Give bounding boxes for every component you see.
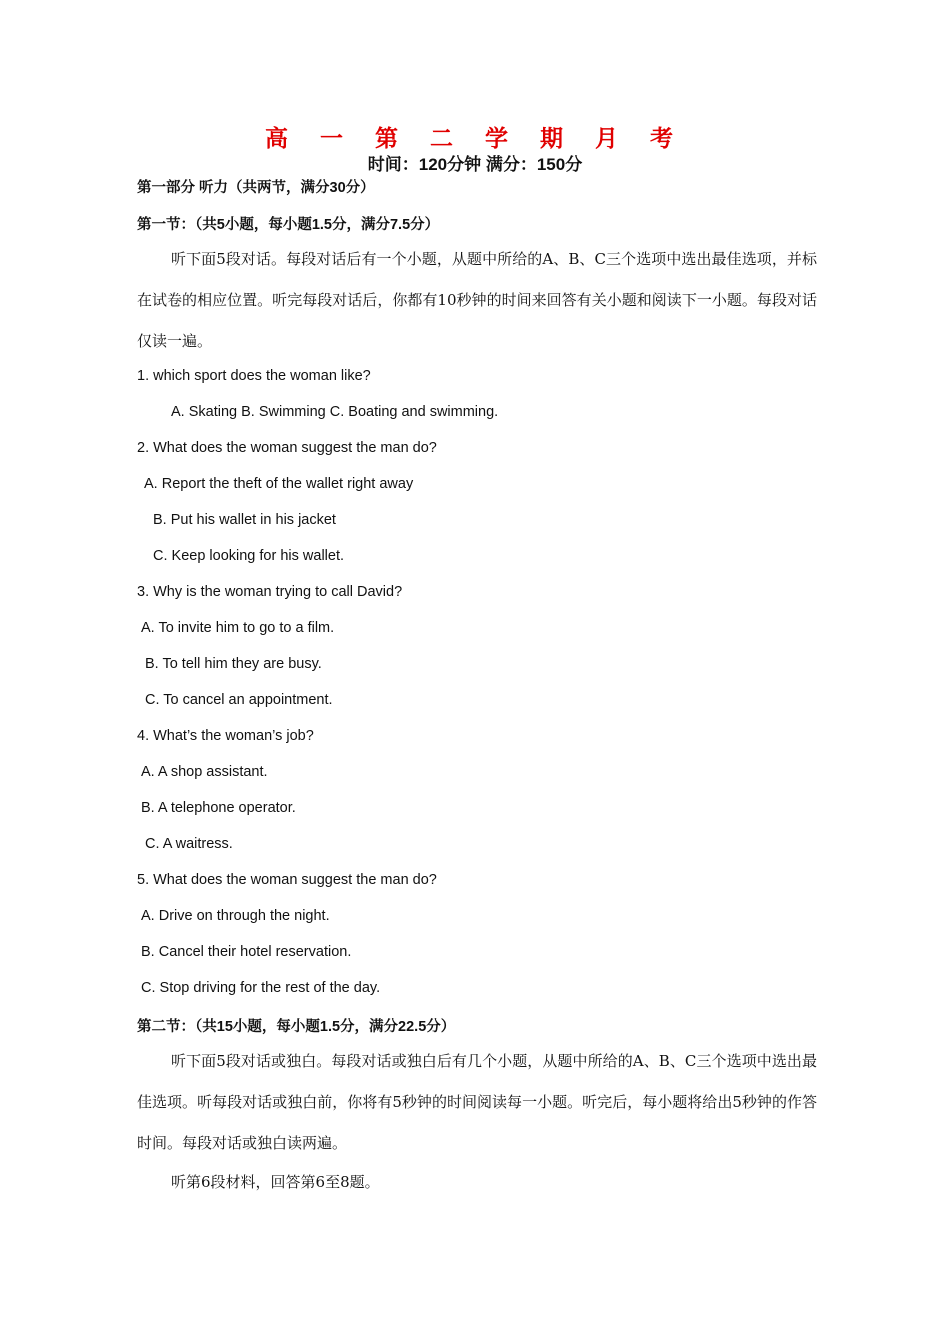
question-3-option-c: C. To cancel an appointment. bbox=[145, 692, 333, 708]
exam-time-score: 时间：120分钟 满分：150分 bbox=[367, 155, 583, 174]
question-5-option-b: B. Cancel their hotel reservation. bbox=[141, 944, 352, 960]
question-5: 5. What does the woman suggest the man do? bbox=[137, 872, 437, 888]
section2-heading: 第二节：（共15小题，每小题1.5分，满分22.5分） bbox=[137, 1019, 456, 1035]
section2-instructions: 听下面5段对话或独白。每段对话或独白后有几个小题，从题中所给的A、B、C三个选项中选出最佳选项。听每段对话或独白前，你将有5秒钟的时间阅读每一小题。听完后，每小题将给出5秒钟的作答时间。每段对话或独白读两遍。 bbox=[137, 1052, 817, 1152]
question-1-options: A. Skating B. Swimming C. Boating and swimming. bbox=[171, 404, 499, 420]
question-2: 2. What does the woman suggest the man do? bbox=[137, 440, 437, 456]
question-3-option-b: B. To tell him they are busy. bbox=[145, 656, 322, 672]
part1-heading: 第一部分 听力（共两节，满分30分） bbox=[137, 180, 375, 196]
question-2-option-a: A. Report the theft of the wallet right away bbox=[144, 476, 414, 492]
question-1: 1. which sport does the woman like? bbox=[137, 368, 371, 384]
question-4-option-b: B. A telephone operator. bbox=[141, 800, 296, 816]
question-2-option-b: B. Put his wallet in his jacket bbox=[153, 512, 336, 528]
question-3: 3. Why is the woman trying to call David? bbox=[137, 584, 403, 600]
question-3-option-a: A. To invite him to go to a film. bbox=[141, 620, 335, 636]
question-2-option-c: C. Keep looking for his wallet. bbox=[153, 548, 345, 564]
question-5-option-a: A. Drive on through the night. bbox=[141, 908, 330, 924]
section1-heading: 第一节：（共5小题，每小题1.5分，满分7.5分） bbox=[137, 217, 440, 233]
section1-instructions: 听下面5段对话。每段对话后有一个小题，从题中所给的A、B、C三个选项中选出最佳选项，并标在试卷的相应位置。听完每段对话后，你都有10秒钟的时间来回答有关小题和阅读下一小题。每段对话仅读一遍。 bbox=[137, 250, 817, 350]
question-5-option-c: C. Stop driving for the rest of the day. bbox=[141, 980, 381, 996]
question-4: 4. What’s the woman’s job? bbox=[137, 728, 314, 744]
material-6-instruction: 听第6段材料，回答第6至8题。 bbox=[171, 1173, 380, 1191]
exam-title: 高 一 第 二 学 期 月 考 bbox=[264, 125, 686, 152]
question-4-option-a: A. A shop assistant. bbox=[141, 764, 268, 780]
question-4-option-c: C. A waitress. bbox=[145, 836, 233, 852]
